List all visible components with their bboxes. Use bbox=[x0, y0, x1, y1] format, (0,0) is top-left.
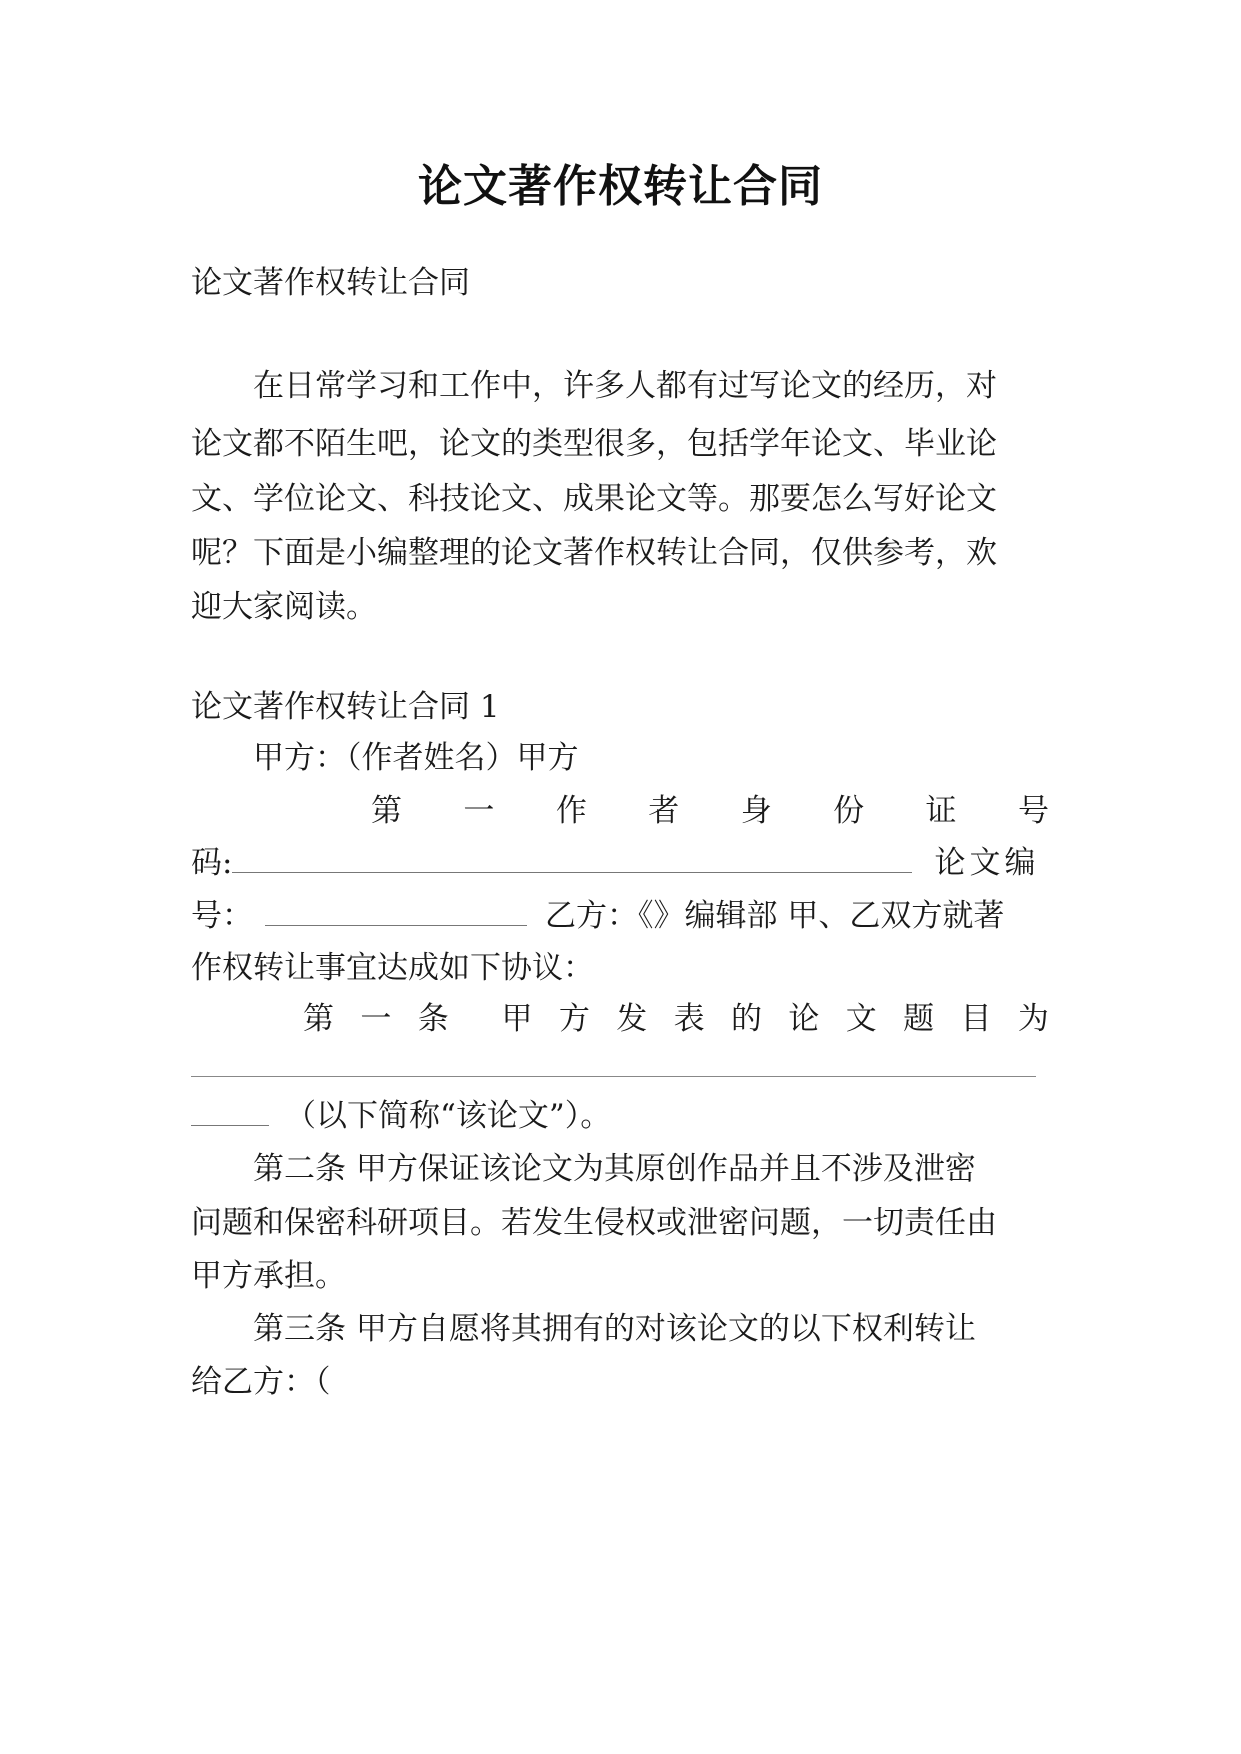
article3-line: 给乙方：（ bbox=[191, 1364, 331, 1400]
article1-char: 发 bbox=[616, 1001, 648, 1037]
article2-line: 第二条 甲方保证该论文为其原创作品并且不涉及泄密 bbox=[253, 1151, 976, 1187]
article1-char: 方 bbox=[558, 1001, 590, 1037]
intro-line: 论文都不陌生吧，论文的类型很多，包括学年论文、毕业论 bbox=[191, 426, 997, 462]
article1-char: 的 bbox=[731, 1001, 762, 1037]
id-label-char: 第 bbox=[371, 793, 402, 829]
article2-line: 甲方承担。 bbox=[191, 1258, 346, 1294]
intro-line: 呢？下面是小编整理的论文著作权转让合同，仅供参考，欢 bbox=[191, 535, 997, 571]
article2-line: 问题和保密科研项目。若发生侵权或泄密问题，一切责任由 bbox=[191, 1205, 997, 1241]
id-code-prefix: 码: bbox=[191, 845, 233, 881]
agreement-line: 作权转让事宜达成如下协议： bbox=[191, 950, 594, 986]
short-blank bbox=[191, 1095, 269, 1126]
article1-char: 表 bbox=[673, 1001, 705, 1037]
id-label-char: 证 bbox=[925, 793, 957, 829]
id-label-char: 身 bbox=[740, 793, 772, 829]
article1-char: 题 bbox=[903, 1001, 935, 1037]
article1-suffix-line bbox=[191, 1087, 611, 1145]
article1-char: 甲 bbox=[501, 1001, 533, 1037]
intro-line: 迎大家阅读。 bbox=[191, 589, 377, 625]
paper-no-label: 论文编 bbox=[934, 845, 1040, 881]
id-label-char: 号 bbox=[1017, 793, 1049, 829]
id-label-char: 者 bbox=[648, 793, 680, 829]
intro-line: 在日常学习和工作中，许多人都有过写论文的经历，对 bbox=[253, 368, 997, 404]
id-label-char: 一 bbox=[463, 793, 495, 829]
id-label-char: 作 bbox=[555, 793, 587, 829]
party-b: 乙方：《》编辑部 甲、乙双方就著 bbox=[545, 898, 1005, 934]
party-a: 甲方：（作者姓名）甲方 bbox=[253, 740, 579, 776]
section-heading: 论文著作权转让合同 1 bbox=[191, 689, 500, 725]
id-label-line bbox=[371, 782, 1049, 840]
article1-char: 目 bbox=[960, 1001, 992, 1037]
article1-line bbox=[303, 990, 1049, 1048]
article1-char: 文 bbox=[845, 1001, 877, 1037]
article1-char: 条 bbox=[417, 1001, 449, 1037]
paper-title-blank bbox=[191, 1076, 1036, 1077]
paper-number-blank bbox=[265, 895, 527, 926]
paper-no-prefix: 号： bbox=[191, 898, 253, 934]
article1-char: 为 bbox=[1017, 1001, 1049, 1037]
article1-char: 一 bbox=[360, 1001, 392, 1037]
subtitle: 论文著作权转让合同 bbox=[191, 265, 470, 301]
id-label-char: 份 bbox=[833, 793, 865, 829]
document-title: 论文著作权转让合同 bbox=[418, 161, 823, 212]
paper-no-line bbox=[191, 887, 1004, 945]
article3-line: 第三条 甲方自愿将其拥有的对该论文的以下权利转让 bbox=[253, 1311, 976, 1347]
intro-line: 文、学位论文、科技论文、成果论文等。那要怎么写好论文 bbox=[191, 481, 997, 517]
article1-char: 论 bbox=[788, 1001, 820, 1037]
article1-char: 第 bbox=[303, 1001, 334, 1037]
id-code-line bbox=[191, 834, 1039, 892]
article1-suffix: （以下简称“该论文”）。 bbox=[285, 1098, 612, 1134]
id-number-blank bbox=[232, 842, 912, 873]
